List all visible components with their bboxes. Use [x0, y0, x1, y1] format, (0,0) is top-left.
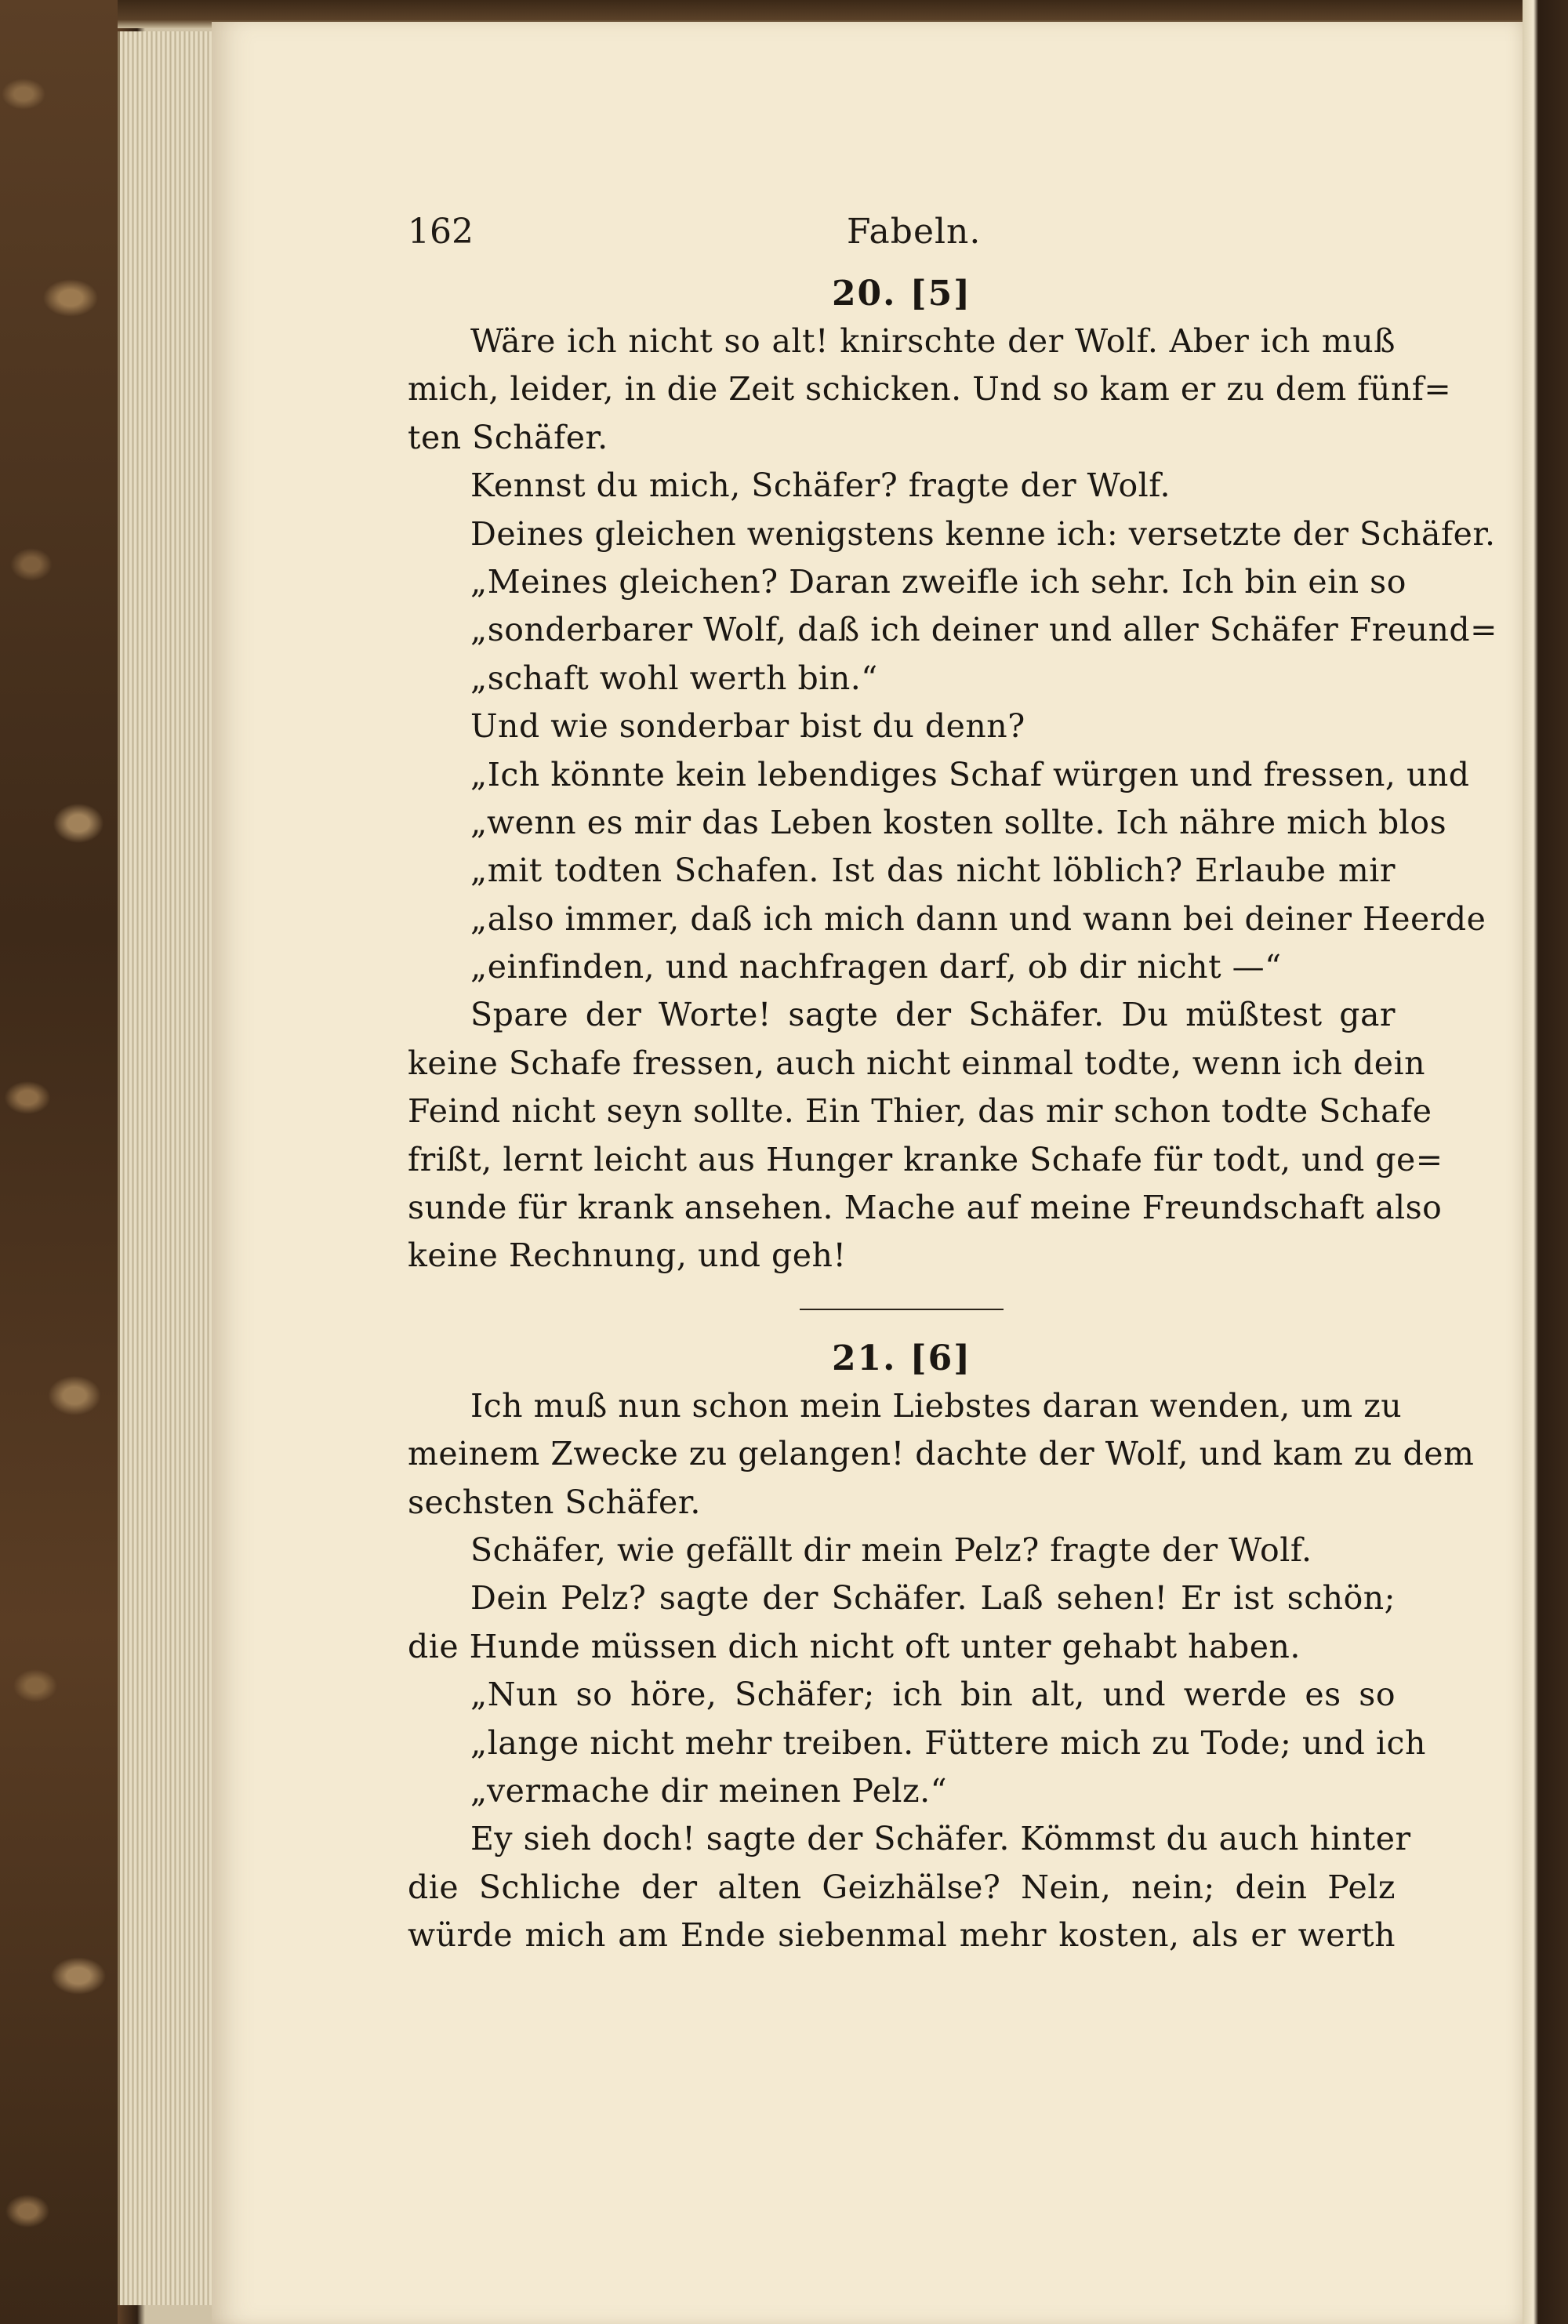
text-line: Dein Pelz? sagte der Schäfer. Laß sehen! Er ist schön; — [470, 1579, 1396, 1618]
section-divider — [408, 1280, 1396, 1335]
text-line: sechsten Schäfer. — [408, 1483, 701, 1521]
text-line: „Meines gleichen? Daran zweifle ich sehr. Ich bin ein so — [470, 562, 1406, 601]
text-line: mich, leider, in die Zeit schicken. Und so kam er zu dem fünf= — [408, 370, 1452, 409]
text-line: ten Schäfer. — [408, 418, 608, 456]
marbled-book-edge — [0, 0, 118, 2324]
text-line: Schäfer, wie gefällt dir mein Pelz? fragte der Wolf. — [470, 1531, 1312, 1569]
book-right-edge — [1523, 0, 1568, 2324]
text-line: Spare der Worte! sagte der Schäfer. Du müßtest gar — [470, 996, 1396, 1034]
text-line: „einfinden, und nachfragen darf, ob dir nicht —“ — [470, 948, 1282, 986]
text-line: keine Rechnung, und geh! — [408, 1236, 847, 1275]
divider-rule — [800, 1309, 1004, 1310]
text-line: „sonderbarer Wolf, daß ich deiner und aller Schäfer Freund= — [470, 611, 1497, 649]
fable-21-title: 21. [6] — [831, 1338, 972, 1378]
text-line: Deines gleichen wenigstens kenne ich: versetzte der Schäfer. — [470, 514, 1496, 553]
fable-20-body — [408, 318, 1497, 1280]
text-line: „Nun so höre, Schäfer; ich bin alt, und werde es so — [470, 1676, 1396, 1714]
text-line: „schaft wohl werth bin.“ — [470, 659, 878, 697]
running-title: Fabeln. — [847, 212, 982, 252]
text-block — [408, 271, 1497, 1960]
text-line: meinem Zwecke zu gelangen! dachte der Wolf, und kam zu dem — [408, 1435, 1475, 1473]
fable-21-body — [408, 1382, 1475, 1960]
page-number: 162 — [408, 212, 474, 252]
text-line: würde mich am Ende siebenmal mehr kosten, als er werth — [408, 1916, 1396, 1955]
text-line: Und wie sonderbar bist du denn? — [470, 707, 1025, 746]
text-line: „lange nicht mehr treiben. Füttere mich zu Tode; und ich — [470, 1723, 1426, 1762]
text-line: frißt, lernt leicht aus Hunger kranke Schafe für todt, und ge= — [408, 1140, 1443, 1178]
text-line: „also immer, daß ich mich dann und wann bei deiner Heerde — [470, 899, 1486, 938]
text-line: keine Schafe fressen, auch nicht einmal todte, wenn ich dein — [408, 1044, 1425, 1082]
text-line: die Hunde müssen dich nicht oft unter gehabt haben. — [408, 1627, 1301, 1665]
running-head — [408, 212, 1348, 259]
text-line: Feind nicht seyn sollte. Ein Thier, das mir schon todte Schafe — [408, 1092, 1432, 1131]
text-line: Ich muß nun schon mein Liebstes daran wenden, um zu — [470, 1386, 1403, 1425]
text-line: Kennst du mich, Schäfer? fragte der Wolf. — [470, 467, 1171, 505]
fable-20-title: 20. [5] — [831, 274, 972, 314]
text-line: „Ich könnte kein lebendiges Schaf würgen und fressen, und — [470, 755, 1470, 793]
text-line: „mit todten Schafen. Ist das nicht löblich? Erlaube mir — [470, 852, 1396, 890]
text-line: Ey sieh doch! sagte der Schäfer. Kömmst du auch hinter — [470, 1820, 1411, 1858]
text-line: „wenn es mir das Leben kosten sollte. Ich nähre mich blos — [470, 803, 1447, 841]
text-line: die Schliche der alten Geizhälse? Nein, nein; dein Pelz — [408, 1868, 1396, 1906]
text-line: sunde für krank ansehen. Mache auf meine Freundschaft also — [408, 1189, 1443, 1227]
text-line: Wäre ich nicht so alt! knirschte der Wolf. Aber ich muß — [470, 322, 1396, 360]
page-stack-edge — [118, 31, 214, 2305]
text-line: „vermache dir meinen Pelz.“ — [470, 1771, 948, 1810]
